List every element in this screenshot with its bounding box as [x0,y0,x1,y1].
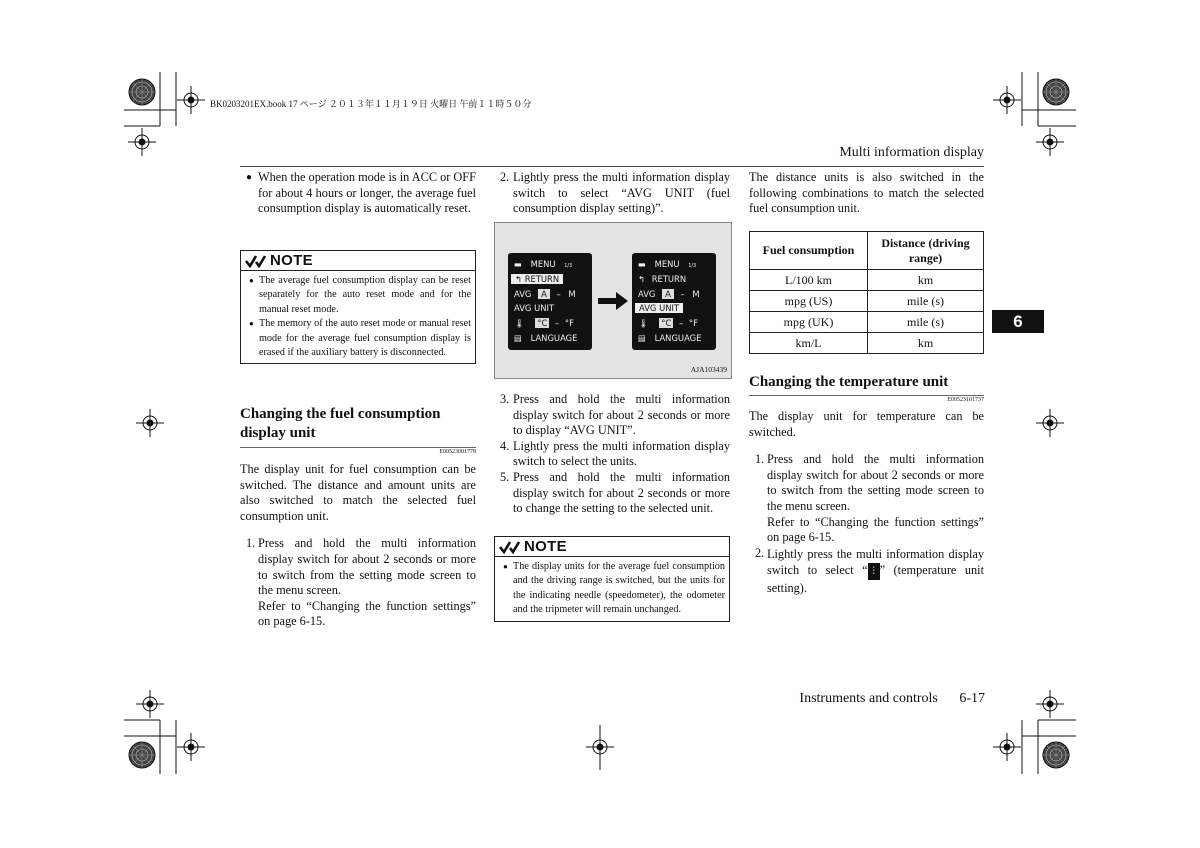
running-head: Multi information display [839,145,984,160]
arrow-right-icon [598,292,628,310]
note-check-icon [245,254,267,268]
print-header: BK0203201EX.book 17 ページ ２０１３年１１月１９日 火曜日 午前１１時５０分 [210,99,532,109]
step-2: 2. Lightly press the multi information display switch to select “ ⫶ ” (temperature unit setting). [755,545,984,595]
thermometer-icon: ⫶ [868,563,880,580]
table-row: mpg (UK) mile (s) [750,312,984,333]
language-icon: ▤ [638,333,646,343]
section-heading: Changing the fuel consumption display unit [240,406,441,441]
note-item: ● The display units for the average fuel consumption and the driving range is switched, but the units for the indicating needle (speedometer), the odometer and the tripmeter will remain unchanged. [503,560,725,618]
table-header: Distance (driving range) [868,232,984,270]
column-1 [240,170,476,217]
step-5: 5. Press and hold the multi information display switch for about 2 seconds or more to change the setting to the selected unit. [500,469,730,516]
section-code: E00523101737 [749,395,984,403]
figure-caption: AJA103439 [690,365,727,374]
page-footer [700,691,985,707]
table-header: Fuel consumption [750,232,868,270]
return-arrow-icon: ↰ [638,274,646,284]
menu-figure [494,222,732,379]
chapter-number: 6 [1013,311,1023,331]
menu-toolbox-icon: ▬ [638,259,646,269]
step-1: 1. Press and hold the multi information display switch for about 2 seconds or more to switch from the setting mode screen to the menu screen. Refer to “Changing the function settings” on page 6-15. [755,452,984,545]
chapter-tab[interactable] [992,310,1044,333]
menu-toolbox-icon: ▬ [514,259,522,269]
note-check-icon [499,540,521,554]
bullet-icon: ● [249,276,254,285]
units-table [749,231,984,354]
temperature-intro: The display unit for temperature can be switched. [749,409,984,439]
thermometer-icon: 🌡 [638,318,649,328]
step-2: 2. Lightly press the multi information display switch to select “AVG UNIT (fuel consumption display setting)”. [500,170,730,216]
bullet-icon: ● [249,319,254,329]
table-row: mpg (US) mile (s) [750,291,984,312]
bullet-icon: ● [503,562,508,571]
note-title: NOTE [524,538,567,555]
return-arrow-icon: ↰ [515,274,523,284]
section-code: E00523001778 [240,447,476,455]
column-2-top [494,170,730,217]
menu-screen-before: ▬ MENU 1/3 ↰ RETURN AVG A – M AVG UNIT 🌡 °C – °F ▤ LANGUAGE [508,253,592,350]
thermometer-icon: 🌡 [514,318,525,328]
table-row: L/100 km km [750,270,984,291]
step-3: 3. Press and hold the multi information display switch for about 2 seconds or more to display “AVG UNIT”. [500,392,730,438]
column-1-lower [240,405,476,630]
note-title: NOTE [270,252,313,269]
language-icon: ▤ [514,333,522,343]
bullet-auto-reset: ● When the operation mode is in ACC or OFF for about 4 hours or longer, the average fuel consumption display is automatically reset. [246,170,476,216]
page-number: 6-17 [959,691,985,706]
distance-units-intro: The distance units is also switched in the following combinations to match the selected fuel consumption unit. [749,170,984,216]
column-2-steps [494,392,730,517]
page-reference-link[interactable]: Refer to “Changing the function settings” on page 6-15. [767,514,984,545]
note-box-1 [240,250,476,364]
footer-section: Instruments and controls [799,691,938,706]
note-item: ● The average fuel consumption display can be reset separately for the auto reset mode and for the manual reset mode. [249,274,471,317]
bullet-icon: ● [246,172,253,183]
column-3-lower [749,373,984,596]
column-3-top [749,170,984,217]
menu-screen-after: ▬ MENU 1/3 ↰ RETURN AVG A – M AVG UNIT 🌡 °C – °F ▤ LANGUAGE [632,253,716,350]
step-1: 1. Press and hold the multi information display switch for about 2 seconds or more to switch from the setting mode screen to the menu screen. Refer to “Changing the function settings” on page 6-15. [246,536,476,629]
header-rule [240,166,984,167]
note-item: ● The memory of the auto reset mode or manual reset mode for the average fuel consumption display is erased if the auxiliary battery is disconnected. [249,317,471,360]
section-heading: Changing the temperature unit [749,374,949,390]
step-4: 4. Lightly press the multi information display switch to select the units. [500,438,730,469]
table-row: km/L km [750,333,984,354]
note-box-2 [494,536,730,622]
page-reference-link[interactable]: Refer to “Changing the function settings” on page 6-15. [258,598,476,629]
section-intro: The display unit for fuel consumption can be switched. The distance and amount units are also switched to match the selected fuel consumption unit. [240,462,476,523]
